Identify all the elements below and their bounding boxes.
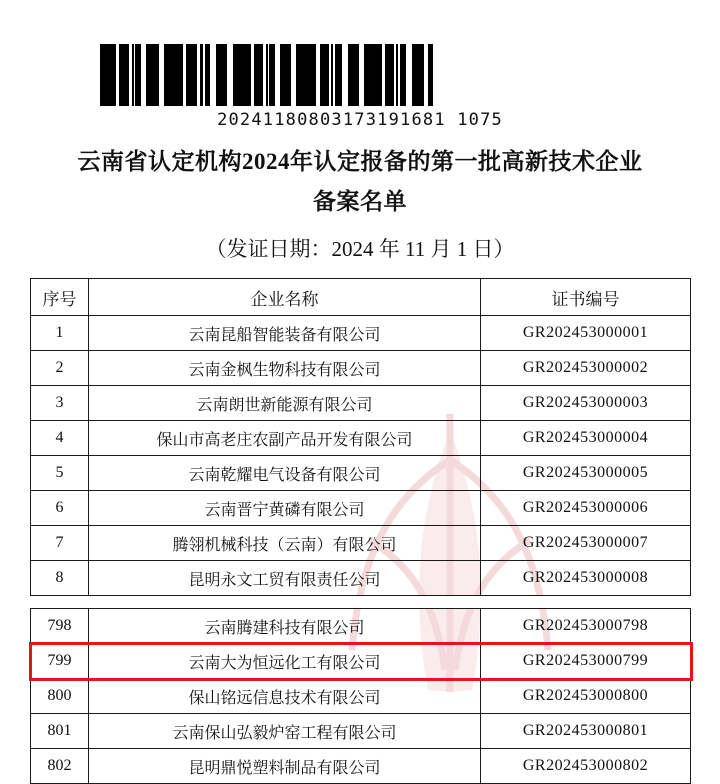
column-header-name: 企业名称	[89, 279, 481, 316]
page-title	[0, 142, 720, 222]
cell-certificate-no: GR202453000802	[481, 749, 691, 784]
cell-company-name: 云南昆船智能装备有限公司	[89, 316, 481, 351]
table-row	[31, 609, 691, 644]
title-line-1: 云南省认定机构2024年认定报备的第一批高新技术企业	[77, 149, 643, 174]
cell-company-name: 云南大为恒远化工有限公司	[89, 644, 481, 679]
barcode-number: 20241180803173191681 1075	[217, 110, 503, 130]
cell-certificate-no: GR202453000798	[481, 609, 691, 644]
cell-no: 8	[31, 561, 89, 596]
cell-certificate-no: GR202453000004	[481, 421, 691, 456]
cell-no: 799	[31, 644, 89, 679]
listing-table	[30, 278, 691, 784]
column-header-cert: 证书编号	[481, 279, 691, 316]
cell-company-name: 昆明永文工贸有限责任公司	[89, 561, 481, 596]
cell-company-name: 云南保山弘毅炉窑工程有限公司	[89, 714, 481, 749]
cell-certificate-no: GR202453000008	[481, 561, 691, 596]
table-row	[31, 491, 691, 526]
cell-no: 3	[31, 386, 89, 421]
cell-no: 6	[31, 491, 89, 526]
cell-certificate-no: GR202453000005	[481, 456, 691, 491]
table-row	[31, 714, 691, 749]
cell-company-name: 云南乾耀电气设备有限公司	[89, 456, 481, 491]
cell-company-name: 云南金枫生物科技有限公司	[89, 351, 481, 386]
table-row	[31, 749, 691, 784]
table-row	[31, 421, 691, 456]
cell-company-name: 保山铭远信息技术有限公司	[89, 679, 481, 714]
cell-no: 2	[31, 351, 89, 386]
table-row	[31, 456, 691, 491]
column-header-no: 序号	[31, 279, 89, 316]
cell-certificate-no: GR202453000801	[481, 714, 691, 749]
barcode-image	[100, 44, 620, 106]
table-row	[31, 679, 691, 714]
cell-no: 801	[31, 714, 89, 749]
cell-company-name: 云南腾建科技有限公司	[89, 609, 481, 644]
table-row	[31, 644, 691, 679]
cell-certificate-no: GR202453000007	[481, 526, 691, 561]
cell-no: 5	[31, 456, 89, 491]
table-row	[31, 351, 691, 386]
cell-company-name: 保山市高老庄农副产品开发有限公司	[89, 421, 481, 456]
table-row	[31, 386, 691, 421]
cell-certificate-no: GR202453000002	[481, 351, 691, 386]
table-gap-row	[31, 596, 691, 609]
cell-company-name: 昆明鼎悦塑料制品有限公司	[89, 749, 481, 784]
cell-certificate-no: GR202453000001	[481, 316, 691, 351]
title-line-2: 备案名单	[313, 189, 407, 214]
cell-no: 4	[31, 421, 89, 456]
table-row	[31, 561, 691, 596]
cell-certificate-no: GR202453000003	[481, 386, 691, 421]
cell-company-name: 云南晋宁黄磷有限公司	[89, 491, 481, 526]
cell-no: 802	[31, 749, 89, 784]
barcode-block	[0, 0, 720, 130]
listing-table-wrap	[30, 278, 690, 784]
cell-certificate-no: GR202453000006	[481, 491, 691, 526]
cell-certificate-no: GR202453000800	[481, 679, 691, 714]
cell-no: 798	[31, 609, 89, 644]
cell-no: 1	[31, 316, 89, 351]
table-row	[31, 316, 691, 351]
cell-no: 7	[31, 526, 89, 561]
table-row	[31, 526, 691, 561]
cell-company-name: 腾翎机械科技（云南）有限公司	[89, 526, 481, 561]
cell-no: 800	[31, 679, 89, 714]
issue-date: （发证日期：2024 年 11 月 1 日）	[205, 237, 515, 261]
table-header-row	[31, 279, 691, 316]
cell-certificate-no: GR202453000799	[481, 644, 691, 679]
cell-company-name: 云南朗世新能源有限公司	[89, 386, 481, 421]
